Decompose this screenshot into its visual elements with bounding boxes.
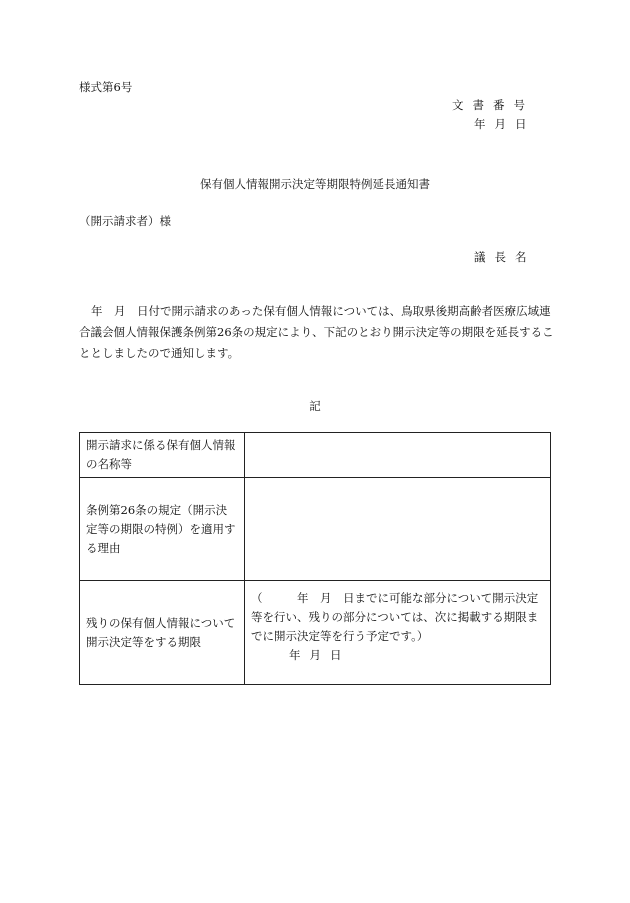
table-row (80, 478, 551, 581)
detail-table (79, 432, 551, 685)
document-number: 文書番号 (452, 98, 534, 112)
row-value-reason (245, 478, 551, 581)
row-value-deadline (245, 581, 551, 685)
recipient: （開示請求者）様 (79, 214, 171, 228)
deadline-date: 年月日 (289, 648, 351, 662)
row-value-info-name (245, 433, 551, 478)
table-row (80, 581, 551, 685)
document-title: 保有個人情報開示決定等期限特例延長通知書 (200, 177, 430, 191)
row-label-info-name: 開示請求に係る保有個人情報の名称等 (80, 433, 245, 478)
row-label-reason: 条例第26条の規定（開示決定等の期限の特例）を適用する理由 (80, 478, 245, 581)
body-paragraph: 年 月 日付で開示請求のあった保有個人情報については、鳥取県後期高齢者医療広域連合議会個人情報保護条例第26条の規定により、下記のとおり開示決定等の期限を延長することとしましたので通知します。 (79, 304, 554, 360)
row-label-deadline: 残りの保有個人情報について開示決定等をする期限 (80, 581, 245, 685)
ki-heading: 記 (309, 399, 321, 413)
form-number: 様式第6号 (79, 80, 133, 94)
table-row (80, 433, 551, 478)
sender-name: 議長名 (474, 250, 536, 264)
deadline-note: （ 年 月 日までに可能な部分について開示決定等を行い、残りの部分については、次に掲載する期限までに開示決定等を行う予定です。） (251, 591, 539, 643)
document-date: 年月日 (474, 117, 536, 131)
